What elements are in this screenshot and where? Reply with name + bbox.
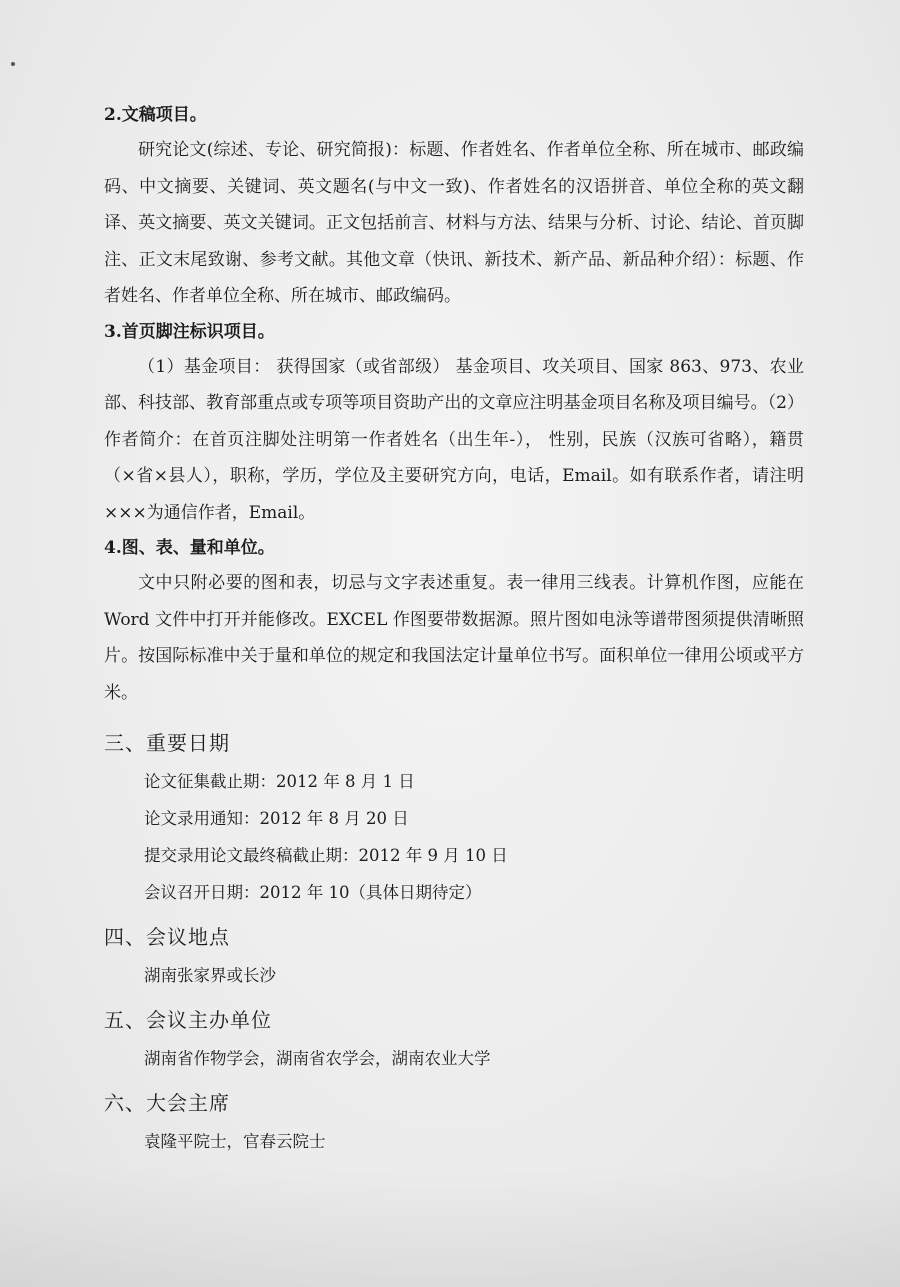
organizers-line: 湖南省作物学会，湖南省农学会，湖南农业大学 bbox=[144, 1049, 491, 1068]
paragraph-figures-tables-units: 文中只附必要的图和表，切忌与文字表述重复。表一律用三线表。计算机作图，应能在 Word 文件中打开并能修改。EXCEL 作图要带数据源。照片图如电泳等谱带图须提供清晰照片。按国际标准中关于量和单位的规定和我国法定计量单位书写。面积单位一律用公顷或平方米。 bbox=[104, 573, 804, 703]
heading-figures-tables-units: 4.图、表、量和单位。 bbox=[104, 538, 275, 558]
chairs-line: 袁隆平院士，官春云院士 bbox=[144, 1132, 326, 1151]
heading-footnote-items: 3.首页脚注标识项目。 bbox=[104, 321, 275, 342]
heading-manuscript-items: 2.文稿项目。 bbox=[104, 105, 207, 125]
paragraph-footnote-items: （1）基金项目： 获得国家（或省部级） 基金项目、攻关项目、国家 863、973、农业部、科技部、教育部重点或专项等项目资助产出的文章应注明基金项目名称及项目编号。（2）作者简介：在首页注脚处注明第一作者姓名（出生年-）， 性别，民族（汉族可省略），籍贯（×省×县人），职称，学历，学位及主要研究方向，电话，Email。如有联系作者，请注明×××为通信作者，Email。 bbox=[104, 356, 804, 523]
venue-line: 湖南张家界或长沙 bbox=[144, 966, 276, 985]
paragraph-manuscript-items: 研究论文(综述、专论、研究简报)：标题、作者姓名、作者单位全称、所在城市、邮政编码、中文摘要、关键词、英文题名(与中文一致)、作者姓名的汉语拼音、单位全称的英文翻译、英文摘要、英文关键词。正文包括前言、材料与方法、结果与分析、讨论、结论、首页脚注、正文末尾致谢、参考文献。其他文章（快讯、新技术、新产品、新品种介绍）：标题、作者姓名、作者单位全称、所在城市、邮政编码。 bbox=[104, 140, 804, 306]
section-venue-title: 四、会议地点 bbox=[104, 925, 230, 949]
date-line-submission-deadline: 论文征集截止期：2012 年 8 月 1 日 bbox=[144, 772, 415, 791]
section-chairs-title: 六、大会主席 bbox=[104, 1091, 230, 1115]
section-important-dates-title: 三、重要日期 bbox=[104, 731, 230, 755]
scan-speck bbox=[11, 62, 15, 66]
date-line-final-manuscript: 提交录用论文最终稿截止期：2012 年 9 月 10 日 bbox=[144, 846, 508, 865]
section-organizers-title: 五、会议主办单位 bbox=[104, 1008, 272, 1032]
document-body bbox=[104, 98, 804, 1160]
page-shadow bbox=[0, 1167, 900, 1287]
date-line-acceptance-notice: 论文录用通知：2012 年 8 月 20 日 bbox=[144, 809, 409, 828]
date-line-meeting-date: 会议召开日期：2012 年 10（具体日期待定） bbox=[144, 883, 482, 902]
